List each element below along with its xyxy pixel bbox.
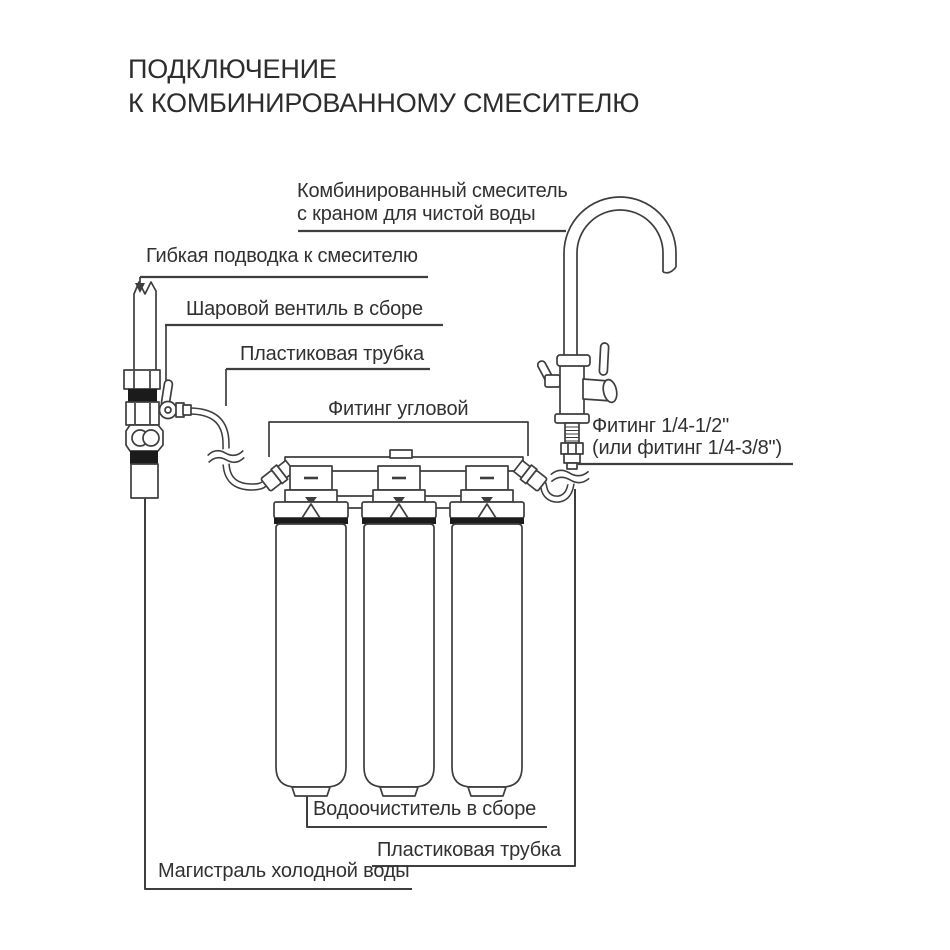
filter-cartridge xyxy=(450,466,524,796)
label-ball-valve: Шаровой вентиль в сборе xyxy=(186,298,423,320)
filter-cartridge xyxy=(274,466,348,796)
label-mixer: Комбинированный смеситель с краном для чистой воды xyxy=(297,180,568,225)
shutoff-lever xyxy=(160,380,177,419)
faucet-fitting xyxy=(561,423,583,469)
tube-break-right xyxy=(549,467,590,485)
faucet-body xyxy=(536,343,618,423)
label-fitting-size: Фитинг 1/4-1/2" (или фитинг 1/4-3/8") xyxy=(592,415,782,459)
label-cold-water-main: Магистраль холодной воды xyxy=(158,860,410,882)
label-elbow-fitting: Фитинг угловой xyxy=(328,398,469,420)
filter-cartridge xyxy=(362,466,436,796)
cold-water-pipe xyxy=(134,282,156,371)
label-purifier: Водоочиститель в сборе xyxy=(313,798,537,820)
label-plastic-tube-bottom: Пластиковая трубка xyxy=(377,839,561,861)
ball-valve-assembly xyxy=(124,282,191,498)
page-title xyxy=(128,52,639,120)
faucet-gooseneck xyxy=(564,197,676,356)
tube-break-left xyxy=(206,446,246,466)
page-title-line1: ПОДКЛЮЧЕНИЕ xyxy=(128,54,337,84)
faucet-handle-right xyxy=(599,343,609,375)
page-title-line2: К КОМБИНИРОВАННОМУ СМЕСИТЕЛЮ xyxy=(128,88,640,118)
label-plastic-tube-top: Пластиковая трубка xyxy=(240,343,424,365)
label-flexible-hose: Гибкая подводка к смесителю xyxy=(146,245,418,267)
